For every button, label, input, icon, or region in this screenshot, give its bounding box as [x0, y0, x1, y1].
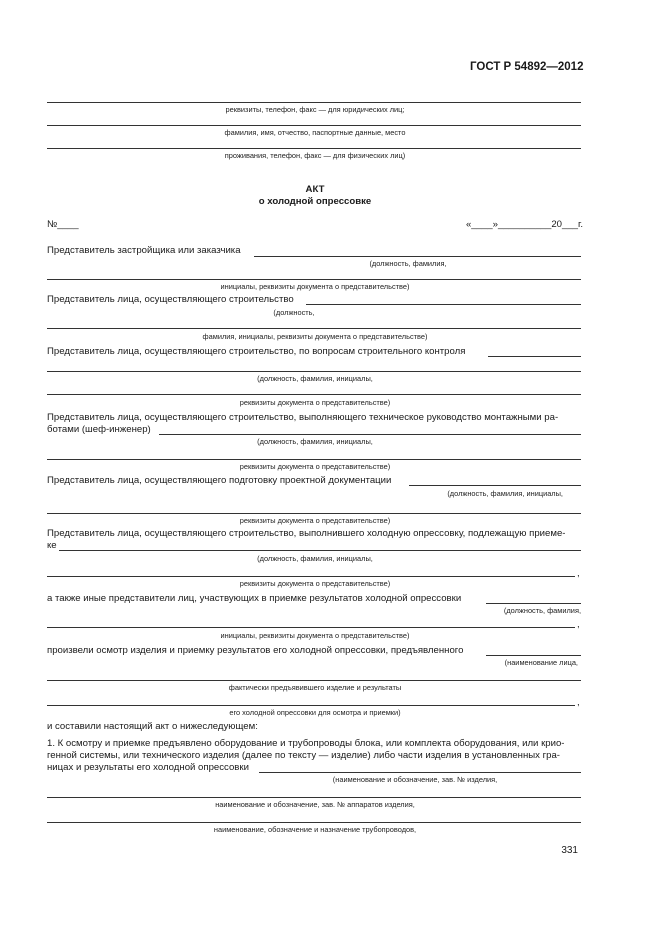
standard-designation: ГОСТ Р 54892—2012 [470, 61, 584, 73]
fill-line [47, 148, 581, 149]
pressure-test-representative-label-cont: ке [47, 540, 57, 551]
field-caption: реквизиты документа о представительстве) [239, 462, 391, 471]
fill-line [47, 459, 581, 460]
field-caption: (должность, фамилия, [503, 606, 581, 615]
page-number: 331 [561, 845, 578, 856]
fill-line [259, 772, 581, 773]
construction-control-representative-label: Представитель лица, осуществляющего строительство, по вопросам строительного контроля [47, 346, 466, 357]
act-subtitle: о холодной опрессовке [258, 196, 372, 207]
fill-line [47, 125, 581, 126]
field-caption: (должность, фамилия, инициалы, [257, 437, 373, 446]
inspection-statement: произвели осмотр изделия и приемку результатов его холодной опрессовки, предъявленного [47, 645, 464, 656]
act-title: АКТ [305, 184, 325, 195]
chief-engineer-representative-label-cont: ботами (шеф-инженер) [47, 424, 151, 435]
fill-line [47, 279, 581, 280]
field-caption: его холодной опрессовки для осмотра и приемки) [229, 708, 401, 717]
field-caption: фамилия, инициалы, реквизиты документа о представительстве) [202, 332, 428, 341]
comma: , [577, 568, 580, 579]
field-caption: инициалы, реквизиты документа о представительстве) [220, 631, 410, 640]
pressure-test-representative-label: Представитель лица, осуществляющего строительство, выполнившего холодную опрессовку, подлежащую приеме- [47, 528, 566, 539]
fill-line [47, 371, 581, 372]
act-number: №____ [47, 219, 79, 230]
clause-1-line-2: генной системы, или технического изделия (далее по тексту — изделие) либо части изделия в установленных гра- [47, 750, 560, 761]
chief-engineer-representative-label: Представитель лица, осуществляющего строительство, выполняющего техническое руководство монтажными ра- [47, 412, 559, 423]
field-caption: наименование и обозначение, зав. № аппаратов изделия, [215, 800, 415, 809]
field-caption: реквизиты документа о представительстве) [239, 579, 391, 588]
fill-line [47, 797, 581, 798]
builder-representative-label: Представитель лица, осуществляющего строительство [47, 294, 294, 305]
fill-line [47, 680, 581, 681]
field-caption: проживания, телефон, факс — для физических лиц) [224, 151, 406, 160]
fill-line [47, 102, 581, 103]
field-caption: реквизиты документа о представительстве) [239, 398, 391, 407]
comma: , [577, 697, 580, 708]
fill-line [47, 328, 581, 329]
comma: , [577, 619, 580, 630]
act-preamble: и составили настоящий акт о нижеследующем: [47, 721, 258, 732]
field-caption: (должность, фамилия, инициалы, [257, 374, 373, 383]
act-date: «____»__________20___г. [465, 219, 583, 230]
field-caption: наименование, обозначение и назначение трубопроводов, [213, 825, 417, 834]
field-caption: реквизиты, телефон, факс — для юридических лиц; [225, 105, 405, 114]
fill-line [254, 256, 581, 257]
fill-line [47, 513, 581, 514]
fill-line [47, 822, 581, 823]
design-representative-label: Представитель лица, осуществляющего подготовку проектной документации [47, 475, 392, 486]
field-caption: (должность, [273, 308, 315, 317]
fill-line [59, 550, 581, 551]
field-caption: (должность, фамилия, инициалы, [447, 489, 563, 498]
fill-line [47, 705, 575, 706]
fill-line [488, 356, 581, 357]
fill-line [159, 434, 581, 435]
fill-line [306, 304, 581, 305]
field-caption: реквизиты документа о представительстве) [239, 516, 391, 525]
fill-line [47, 394, 581, 395]
field-caption: инициалы, реквизиты документа о представительстве) [220, 282, 410, 291]
fill-line [486, 655, 581, 656]
field-caption: фамилия, имя, отчество, паспортные данные, место [224, 128, 406, 137]
customer-representative-label: Представитель застройщика или заказчика [47, 245, 241, 256]
field-caption: (должность, фамилия, инициалы, [257, 554, 373, 563]
clause-1-line-1: 1. К осмотру и приемке предъявлено оборудование и трубопроводы блока, или комплекта оборудования, или крио- [47, 738, 565, 749]
field-caption: (наименование и обозначение, зав. № изделия, [332, 775, 498, 784]
fill-line [486, 603, 581, 604]
fill-line [47, 627, 575, 628]
fill-line [47, 576, 575, 577]
clause-1-line-3: ницах и результаты его холодной опрессовки [47, 762, 249, 773]
fill-line [409, 485, 581, 486]
field-caption: фактически предъявившего изделие и результаты [228, 683, 402, 692]
other-representatives-label: а также иные представители лиц, участвующих в приемке результатов холодной опрессовки [47, 593, 462, 604]
field-caption: (должность, фамилия, [369, 259, 447, 268]
field-caption: (наименование лица, [504, 658, 578, 667]
